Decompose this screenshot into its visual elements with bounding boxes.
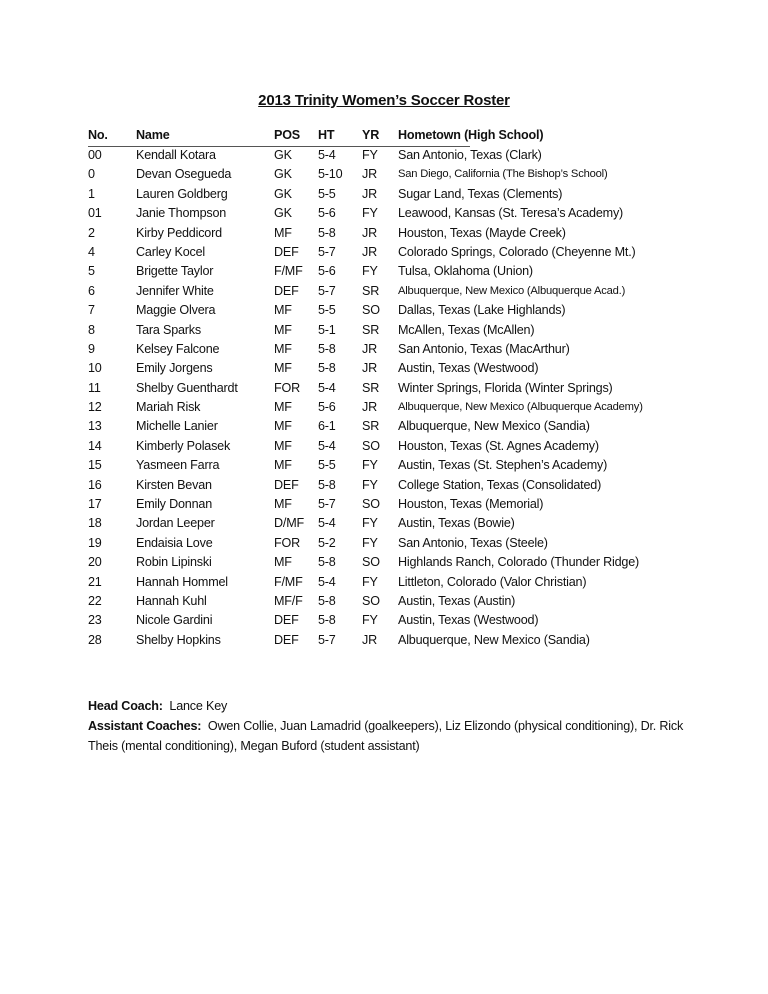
cell-yr: SO [362, 555, 380, 570]
cell-pos: MF [274, 225, 292, 240]
cell-yr: FY [362, 477, 378, 492]
cell-yr: JR [362, 225, 377, 240]
cell-no: 7 [88, 303, 95, 318]
cell-pos: DEF [274, 613, 299, 628]
cell-name: Janie Thompson [136, 206, 227, 221]
assistant-coaches-names: Owen Collie, Juan Lamadrid (goalkeepers), Liz Elizondo (physical conditioning), Dr. Rick Theis (mental conditioning), Megan Buford (student assistant) [88, 719, 684, 753]
cell-name: Lauren Goldberg [136, 186, 228, 201]
cell-ht: 5-5 [318, 186, 336, 201]
cell-hometown: Austin, Texas (St. Stephen’s Academy) [398, 458, 608, 473]
cell-ht: 5-6 [318, 400, 336, 415]
cell-yr: JR [362, 186, 377, 201]
head-coach-line [88, 696, 688, 716]
cell-hometown: McAllen, Texas (McAllen) [398, 322, 535, 337]
cell-hometown: San Antonio, Texas (MacArthur) [398, 341, 570, 356]
cell-yr: JR [362, 167, 377, 182]
cell-yr: JR [362, 361, 377, 376]
cell-ht: 6-1 [318, 419, 336, 434]
cell-name: Hannah Hommel [136, 574, 228, 589]
head-coach-label: Head Coach: [88, 699, 163, 713]
cell-pos: D/MF [274, 516, 304, 531]
cell-hometown: Highlands Ranch, Colorado (Thunder Ridge) [398, 555, 640, 570]
cell-ht: 5-8 [318, 477, 336, 492]
cell-name: Hannah Kuhl [136, 593, 207, 608]
cell-name: Mariah Risk [136, 400, 201, 415]
cell-hometown: Albuquerque, New Mexico (Albuquerque Academy) [398, 401, 643, 414]
cell-pos: F/MF [274, 574, 303, 589]
cell-name: Nicole Gardini [136, 613, 213, 628]
cell-yr: SR [362, 283, 380, 298]
cell-ht: 5-8 [318, 341, 336, 356]
cell-hometown: Austin, Texas (Westwood) [398, 613, 539, 628]
cell-no: 12 [88, 400, 102, 415]
cell-name: Tara Sparks [136, 322, 201, 337]
cell-hometown: Austin, Texas (Austin) [398, 593, 516, 608]
cell-ht: 5-7 [318, 497, 336, 512]
cell-no: 8 [88, 322, 95, 337]
cell-pos: F/MF [274, 264, 303, 279]
cell-pos: DEF [274, 244, 299, 259]
cell-hometown: College Station, Texas (Consolidated) [398, 477, 602, 492]
coaches-section [88, 696, 688, 756]
cell-no: 19 [88, 535, 102, 550]
cell-no: 22 [88, 593, 102, 608]
cell-yr: SO [362, 593, 380, 608]
cell-name: Kimberly Polasek [136, 438, 231, 453]
cell-no: 0 [88, 167, 95, 182]
cell-hometown: Tulsa, Oklahoma (Union) [398, 264, 533, 279]
cell-no: 4 [88, 244, 95, 259]
header-pos: POS [274, 128, 300, 142]
cell-hometown: Winter Springs, Florida (Winter Springs) [398, 380, 613, 395]
cell-no: 2 [88, 225, 95, 240]
cell-yr: SR [362, 419, 380, 434]
cell-pos: GK [274, 167, 292, 182]
cell-name: Kirsten Bevan [136, 477, 212, 492]
cell-pos: MF [274, 341, 292, 356]
header-ht: HT [318, 128, 335, 142]
cell-hometown: San Antonio, Texas (Steele) [398, 535, 548, 550]
cell-no: 14 [88, 438, 102, 453]
cell-no: 13 [88, 419, 102, 434]
cell-name: Kendall Kotara [136, 148, 216, 162]
cell-no: 18 [88, 516, 102, 531]
cell-name: Jennifer White [136, 283, 214, 298]
head-coach-name: Lance Key [169, 699, 228, 713]
cell-yr: FY [362, 516, 378, 531]
cell-pos: GK [274, 148, 292, 162]
cell-pos: MF [274, 438, 292, 453]
cell-pos: DEF [274, 632, 299, 647]
cell-yr: FY [362, 264, 378, 279]
cell-pos: MF [274, 303, 292, 318]
cell-yr: SO [362, 303, 380, 318]
cell-hometown: Houston, Texas (Mayde Creek) [398, 225, 566, 240]
cell-ht: 5-4 [318, 380, 336, 395]
cell-name: Robin Lipinski [136, 555, 212, 570]
cell-yr: SR [362, 322, 380, 337]
cell-yr: FY [362, 458, 378, 473]
cell-hometown: Albuquerque, New Mexico (Sandia) [398, 419, 590, 434]
cell-no: 10 [88, 361, 102, 376]
page-title: 2013 Trinity Women’s Soccer Roster [258, 92, 510, 109]
cell-name: Kelsey Falcone [136, 341, 220, 356]
cell-ht: 5-7 [318, 632, 336, 647]
cell-name: Brigette Taylor [136, 264, 214, 279]
cell-pos: MF [274, 322, 292, 337]
cell-yr: JR [362, 244, 377, 259]
cell-ht: 5-6 [318, 206, 336, 221]
cell-hometown: Austin, Texas (Westwood) [398, 361, 539, 376]
cell-hometown: Albuquerque, New Mexico (Sandia) [398, 632, 590, 647]
cell-no: 17 [88, 497, 102, 512]
cell-ht: 5-4 [318, 148, 336, 162]
cell-pos: MF [274, 555, 292, 570]
cell-name: Carley Kocel [136, 244, 205, 259]
cell-ht: 5-4 [318, 438, 336, 453]
cell-no: 20 [88, 555, 102, 570]
cell-ht: 5-6 [318, 264, 336, 279]
cell-pos: DEF [274, 283, 299, 298]
cell-hometown: Houston, Texas (St. Agnes Academy) [398, 438, 599, 453]
cell-hometown: Houston, Texas (Memorial) [398, 497, 544, 512]
cell-hometown: Austin, Texas (Bowie) [398, 516, 515, 531]
cell-ht: 5-8 [318, 555, 336, 570]
cell-yr: SO [362, 438, 380, 453]
cell-hometown: Dallas, Texas (Lake Highlands) [398, 303, 566, 318]
cell-yr: FY [362, 574, 378, 589]
cell-ht: 5-1 [318, 322, 336, 337]
cell-no: 6 [88, 283, 95, 298]
cell-pos: DEF [274, 477, 299, 492]
cell-name: Endaisia Love [136, 535, 213, 550]
assistant-coaches-label: Assistant Coaches: [88, 719, 202, 733]
cell-yr: SO [362, 497, 380, 512]
cell-no: 01 [88, 206, 102, 221]
cell-ht: 5-7 [318, 283, 336, 298]
cell-ht: 5-10 [318, 167, 343, 182]
header-hometown: Hometown (High School) [398, 128, 544, 142]
cell-no: 16 [88, 477, 102, 492]
cell-no: 21 [88, 574, 102, 589]
cell-pos: MF [274, 400, 292, 415]
header-name: Name [136, 128, 170, 142]
cell-ht: 5-8 [318, 613, 336, 628]
cell-no: 9 [88, 341, 95, 356]
cell-hometown: Colorado Springs, Colorado (Cheyenne Mt.) [398, 244, 636, 259]
cell-hometown: Leawood, Kansas (St. Teresa’s Academy) [398, 206, 624, 221]
cell-yr: FY [362, 206, 378, 221]
header-yr: YR [362, 128, 380, 142]
cell-yr: JR [362, 632, 377, 647]
cell-hometown: Albuquerque, New Mexico (Albuquerque Acad.) [398, 284, 626, 297]
cell-ht: 5-7 [318, 244, 336, 259]
cell-name: Emily Donnan [136, 497, 212, 512]
cell-ht: 5-5 [318, 458, 336, 473]
cell-name: Devan Osegueda [136, 167, 232, 182]
cell-no: 1 [88, 186, 95, 201]
cell-no: 15 [88, 458, 102, 473]
cell-pos: MF [274, 361, 292, 376]
cell-pos: FOR [274, 380, 300, 395]
cell-name: Shelby Hopkins [136, 632, 221, 647]
cell-pos: MF [274, 419, 292, 434]
cell-hometown: Sugar Land, Texas (Clements) [398, 186, 563, 201]
cell-ht: 5-8 [318, 225, 336, 240]
cell-no: 11 [88, 380, 101, 395]
cell-ht: 5-8 [318, 361, 336, 376]
cell-name: Yasmeen Farra [136, 458, 220, 473]
cell-name: Shelby Guenthardt [136, 380, 238, 395]
cell-no: 00 [88, 148, 102, 162]
cell-yr: FY [362, 535, 378, 550]
cell-ht: 5-8 [318, 593, 336, 608]
cell-name: Emily Jorgens [136, 361, 213, 376]
cell-name: Kirby Peddicord [136, 225, 222, 240]
cell-pos: MF [274, 497, 292, 512]
cell-no: 28 [88, 632, 102, 647]
cell-pos: MF/F [274, 593, 303, 608]
cell-yr: JR [362, 341, 377, 356]
cell-pos: GK [274, 186, 292, 201]
cell-pos: FOR [274, 535, 300, 550]
cell-yr: FY [362, 613, 378, 628]
cell-ht: 5-4 [318, 574, 336, 589]
cell-ht: 5-5 [318, 303, 336, 318]
cell-yr: FY [362, 148, 378, 162]
cell-hometown: San Antonio, Texas (Clark) [398, 148, 542, 162]
roster-header [88, 128, 544, 147]
cell-no: 5 [88, 264, 95, 279]
cell-name: Jordan Leeper [136, 516, 215, 531]
cell-yr: JR [362, 400, 377, 415]
cell-ht: 5-2 [318, 535, 336, 550]
cell-name: Maggie Olvera [136, 303, 216, 318]
assistant-coaches-line [88, 716, 688, 756]
cell-pos: MF [274, 458, 292, 473]
cell-hometown: Littleton, Colorado (Valor Christian) [398, 574, 587, 589]
cell-ht: 5-4 [318, 516, 336, 531]
cell-no: 23 [88, 613, 102, 628]
cell-yr: SR [362, 380, 380, 395]
cell-hometown: San Diego, California (The Bishop’s School) [398, 168, 608, 181]
cell-pos: GK [274, 206, 292, 221]
header-no: No. [88, 128, 108, 142]
cell-name: Michelle Lanier [136, 419, 218, 434]
